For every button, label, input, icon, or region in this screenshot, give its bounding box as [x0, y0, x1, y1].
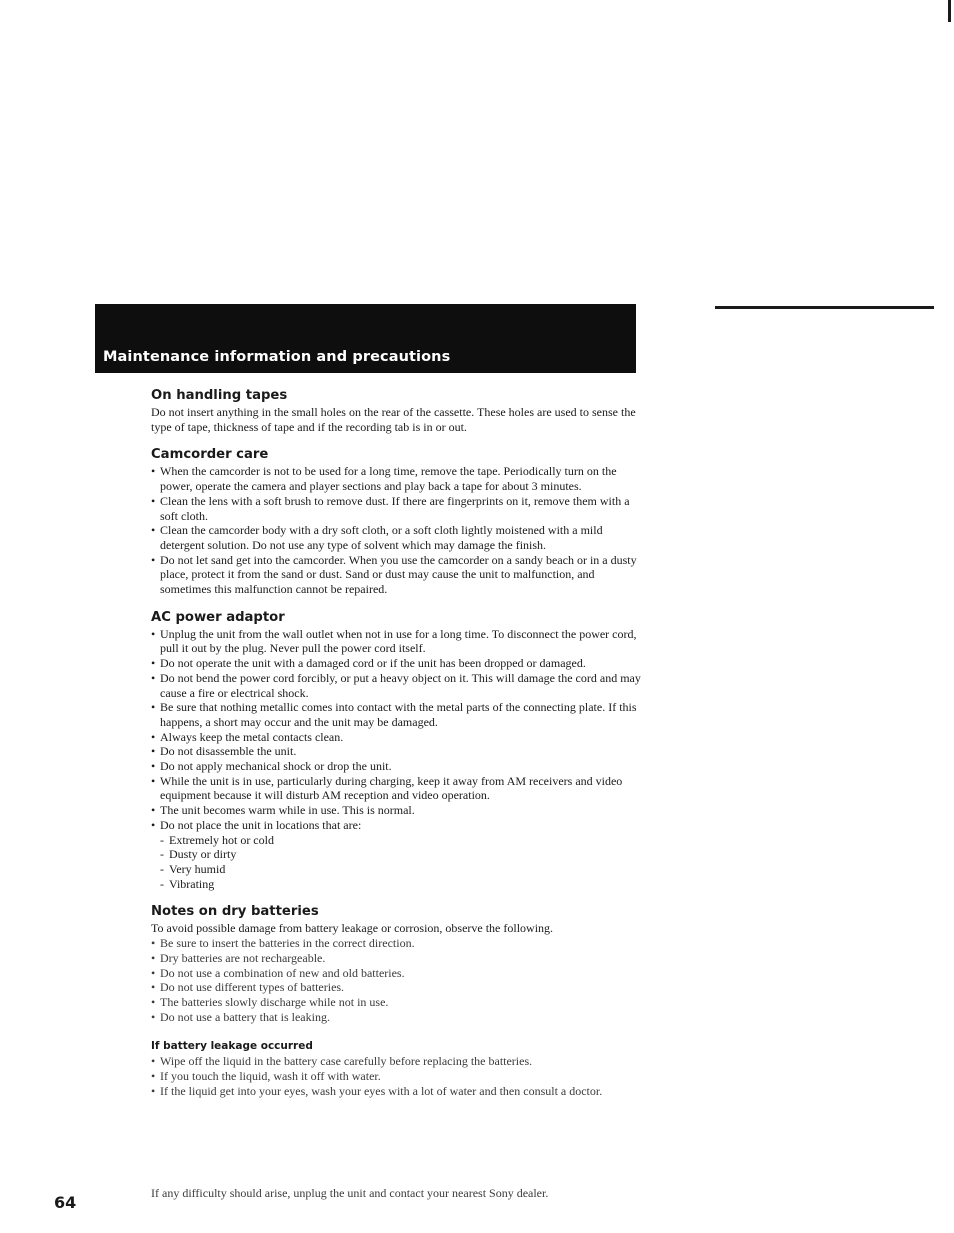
- header-rule: [715, 306, 934, 309]
- list-item: • Do not let sand get into the camcorder. When you use the camcorder on a sandy beach or in a dusty place, protect it from the sand or dust. Sand or dust may cause the unit to malfunction, and sometimes this malfunction cannot be repaired.: [151, 553, 641, 597]
- subsection-battery-leakage: [151, 1039, 641, 1098]
- paragraph-handling-tapes: Do not insert anything in the small holes on the rear of the cassette. These holes are used to sense the type of tape, thickness of tape and if the recording tab is in or out.: [151, 405, 636, 434]
- list-item: • Do not use different types of batteries.: [151, 980, 641, 995]
- list-item: • While the unit is in use, particularly during charging, keep it away from AM receivers and video equipment because it will disturb AM reception and video operation.: [151, 774, 641, 803]
- list-item: • If the liquid get into your eyes, wash your eyes with a lot of water and then consult a doctor.: [151, 1084, 641, 1099]
- list-item: • Always keep the metal contacts clean.: [151, 730, 641, 745]
- main-content: [151, 388, 641, 1111]
- paragraph-dry-batteries: To avoid possible damage from battery leakage or corrosion, observe the following.: [151, 921, 554, 936]
- edge-mark: [948, 0, 951, 22]
- list-item: • When the camcorder is not to be used for a long time, remove the tape. Periodically turn on the power, operate the camera and player sections and play back a tape for about 3 minutes.: [151, 464, 641, 493]
- list-item: • Dry batteries are not rechargeable.: [151, 951, 641, 966]
- heading-dry-batteries: Notes on dry batteries: [151, 904, 319, 920]
- list-item: • Do not disassemble the unit.: [151, 744, 641, 759]
- list-item: • Do not operate the unit with a damaged cord or if the unit has been dropped or damaged.: [151, 656, 641, 671]
- list-item: • Be sure that nothing metallic comes into contact with the metal parts of the connecting plate. If this happens, a short may occur and the unit may be damaged.: [151, 700, 641, 729]
- list-item: • Do not use a combination of new and old batteries.: [151, 966, 641, 981]
- list-item: - Extremely hot or cold: [160, 833, 641, 848]
- list-item: • Wipe off the liquid in the battery case carefully before replacing the batteries.: [151, 1054, 641, 1069]
- list-item: • The batteries slowly discharge while not in use.: [151, 995, 641, 1010]
- list-battery-leakage: [151, 1054, 641, 1098]
- section-banner: [95, 304, 636, 373]
- list-item: • Do not use a battery that is leaking.: [151, 1010, 641, 1025]
- section-handling-tapes: [151, 388, 641, 434]
- heading-battery-leakage: If battery leakage occurred: [151, 1040, 313, 1053]
- list-item: • If you touch the liquid, wash it off with water.: [151, 1069, 641, 1084]
- list-item: • Do not apply mechanical shock or drop the unit.: [151, 759, 641, 774]
- heading-ac-power: AC power adaptor: [151, 609, 285, 625]
- heading-handling-tapes: On handling tapes: [151, 388, 288, 403]
- list-camcorder-care: [151, 464, 641, 596]
- list-item: • The unit becomes warm while in use. This is normal.: [151, 803, 641, 818]
- list-item: • Clean the lens with a soft brush to remove dust. If there are fingerprints on it, remove them with a soft cloth.: [151, 494, 641, 523]
- page-number: 64: [54, 1193, 77, 1212]
- list-item: - Very humid: [160, 862, 641, 877]
- list-item: • Clean the camcorder body with a dry soft cloth, or a soft cloth lightly moistened with a mild detergent solution. Do not use any type of solvent which may damage the finish.: [151, 523, 641, 552]
- list-item: • Do not place the unit in locations that are:: [151, 818, 641, 833]
- list-locations: [151, 833, 641, 892]
- list-item: • Be sure to insert the batteries in the correct direction.: [151, 936, 641, 951]
- section-ac-power: [151, 610, 641, 892]
- list-item: - Dusty or dirty: [160, 847, 641, 862]
- list-ac-power: [151, 627, 641, 833]
- list-dry-batteries: [151, 936, 641, 1024]
- list-item: • Unplug the unit from the wall outlet when not in use for a long time. To disconnect the power cord, pull it out by the plug. Never pull the power cord itself.: [151, 627, 641, 656]
- list-item: • Do not bend the power cord forcibly, or put a heavy object on it. This will damage the cord and may cause a fire or electrical shock.: [151, 671, 641, 700]
- heading-camcorder-care: Camcorder care: [151, 447, 269, 463]
- list-item: - Vibrating: [160, 877, 641, 892]
- section-dry-batteries: [151, 904, 641, 1098]
- footer-note: If any difficulty should arise, unplug the unit and contact your nearest Sony dealer.: [151, 1186, 549, 1200]
- banner-title: Maintenance information and precautions: [103, 349, 451, 365]
- section-camcorder-care: [151, 447, 641, 596]
